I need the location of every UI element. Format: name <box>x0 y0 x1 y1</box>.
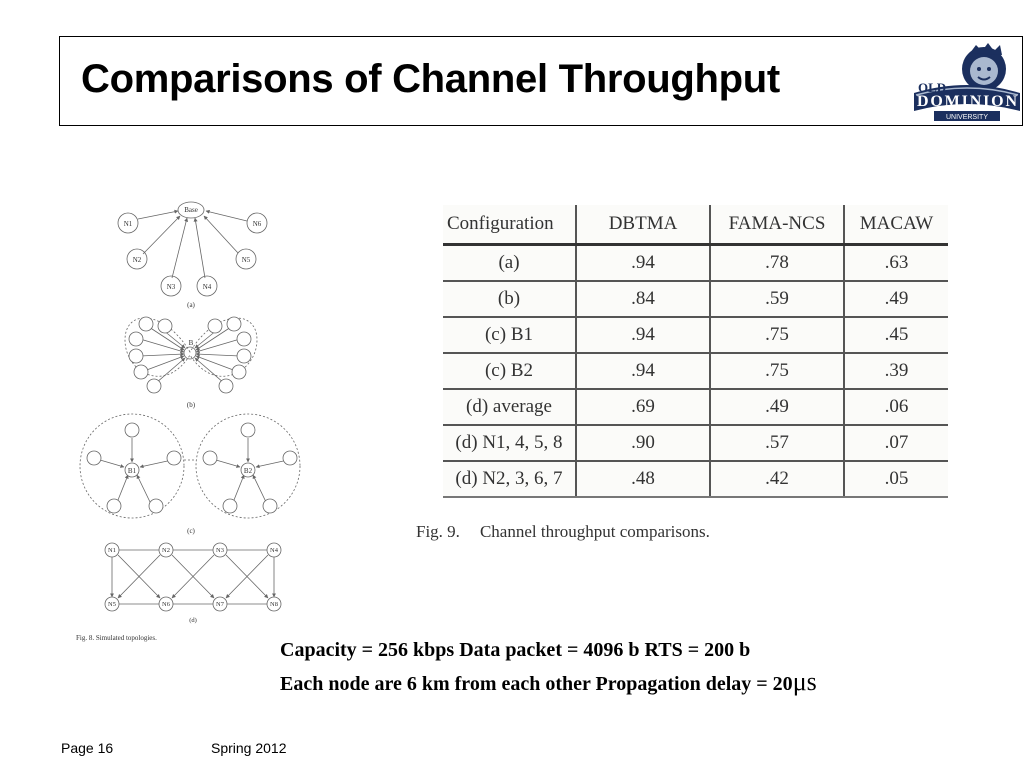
logo-word-university: UNIVERSITY <box>945 114 989 121</box>
fama-ncs-cell: .42 <box>710 461 844 497</box>
configuration-cell: (d) average <box>443 389 576 425</box>
dbtma-cell: .94 <box>576 353 710 389</box>
dbtma-cell: .48 <box>576 461 710 497</box>
term-label: Spring 2012 <box>211 740 287 756</box>
node-label: N6 <box>252 220 262 228</box>
table-row <box>443 281 948 317</box>
topology-b-label: (b) <box>186 401 196 409</box>
column-header-macaw: MACAW <box>844 205 948 245</box>
configuration-cell: (d) N2, 3, 6, 7 <box>443 461 576 497</box>
topology-d <box>76 543 281 642</box>
university-logo <box>912 41 1022 125</box>
title-box <box>59 36 1023 126</box>
table-row <box>443 425 948 461</box>
topology-d-label: (d) <box>189 617 197 624</box>
dbtma-cell: .94 <box>576 317 710 353</box>
hub-label: B2 <box>243 467 253 475</box>
node-label: N5 <box>108 601 116 608</box>
macaw-cell: .45 <box>844 317 948 353</box>
configuration-cell: (c) B2 <box>443 353 576 389</box>
node-label: N5 <box>241 256 251 264</box>
node-label: N6 <box>162 601 170 608</box>
macaw-cell: .39 <box>844 353 948 389</box>
node-label: N4 <box>202 283 212 291</box>
logo-word-dominion: DOMINION <box>917 93 1017 110</box>
throughput-table <box>443 205 948 498</box>
node-label: N2 <box>132 256 142 264</box>
fama-ncs-cell: .75 <box>710 353 844 389</box>
node-label: N4 <box>270 547 278 554</box>
dbtma-cell: .90 <box>576 425 710 461</box>
dbtma-cell: .84 <box>576 281 710 317</box>
topology-c <box>80 414 300 535</box>
table-row <box>443 389 948 425</box>
figure-8-caption: Fig. 8. Simulated topologies. <box>76 634 157 642</box>
topology-c-label: (c) <box>187 527 195 535</box>
throughput-table-container <box>443 205 948 498</box>
hub-label: B <box>188 339 194 347</box>
parameter-notes <box>280 634 817 700</box>
node-label: N2 <box>162 547 170 554</box>
node-label: Base <box>184 206 198 214</box>
table-row <box>443 245 948 282</box>
table-header-row <box>443 205 948 245</box>
configuration-cell: (b) <box>443 281 576 317</box>
logo-word-old: OLD <box>918 80 947 95</box>
figure-9-number: Fig. 9. <box>416 522 460 541</box>
fama-ncs-cell: .78 <box>710 245 844 282</box>
column-header-fama-ncs: FAMA-NCS <box>710 205 844 245</box>
topology-b <box>125 317 257 409</box>
notes-line-2 <box>280 666 817 700</box>
fama-ncs-cell: .57 <box>710 425 844 461</box>
table-row <box>443 461 948 497</box>
table-row <box>443 317 948 353</box>
table-row <box>443 353 948 389</box>
macaw-cell: .05 <box>844 461 948 497</box>
notes-line-2-text: Each node are 6 km from each other Propagation delay = 20 <box>280 673 793 695</box>
figure-9-caption <box>416 522 710 542</box>
fama-ncs-cell: .59 <box>710 281 844 317</box>
node-label: N3 <box>216 547 224 554</box>
hub-label: B1 <box>127 467 137 475</box>
topology-a <box>118 202 267 309</box>
microsecond-unit: μs <box>792 667 817 696</box>
configuration-cell: (a) <box>443 245 576 282</box>
fama-ncs-cell: .75 <box>710 317 844 353</box>
figure-9-text: Channel throughput comparisons. <box>479 522 710 541</box>
topology-figure <box>70 190 310 650</box>
column-header-dbtma: DBTMA <box>576 205 710 245</box>
dbtma-cell: .94 <box>576 245 710 282</box>
macaw-cell: .49 <box>844 281 948 317</box>
fama-ncs-cell: .49 <box>710 389 844 425</box>
dbtma-cell: .69 <box>576 389 710 425</box>
page-number: Page 16 <box>61 740 114 756</box>
node-label: N1 <box>108 547 116 554</box>
macaw-cell: .63 <box>844 245 948 282</box>
macaw-cell: .07 <box>844 425 948 461</box>
node-label: N1 <box>123 220 133 228</box>
topology-a-label: (a) <box>187 301 195 309</box>
macaw-cell: .06 <box>844 389 948 425</box>
node-label: N8 <box>270 601 278 608</box>
configuration-cell: (d) N1, 4, 5, 8 <box>443 425 576 461</box>
configuration-cell: (c) B1 <box>443 317 576 353</box>
slide-title: Comparisons of Channel Throughput <box>81 57 780 101</box>
node-label: N3 <box>166 283 176 291</box>
column-header-configuration: Configuration <box>443 205 576 245</box>
node-label: N7 <box>216 601 224 608</box>
notes-line-1: Capacity = 256 kbps Data packet = 4096 b RTS = 200 b <box>280 639 751 661</box>
